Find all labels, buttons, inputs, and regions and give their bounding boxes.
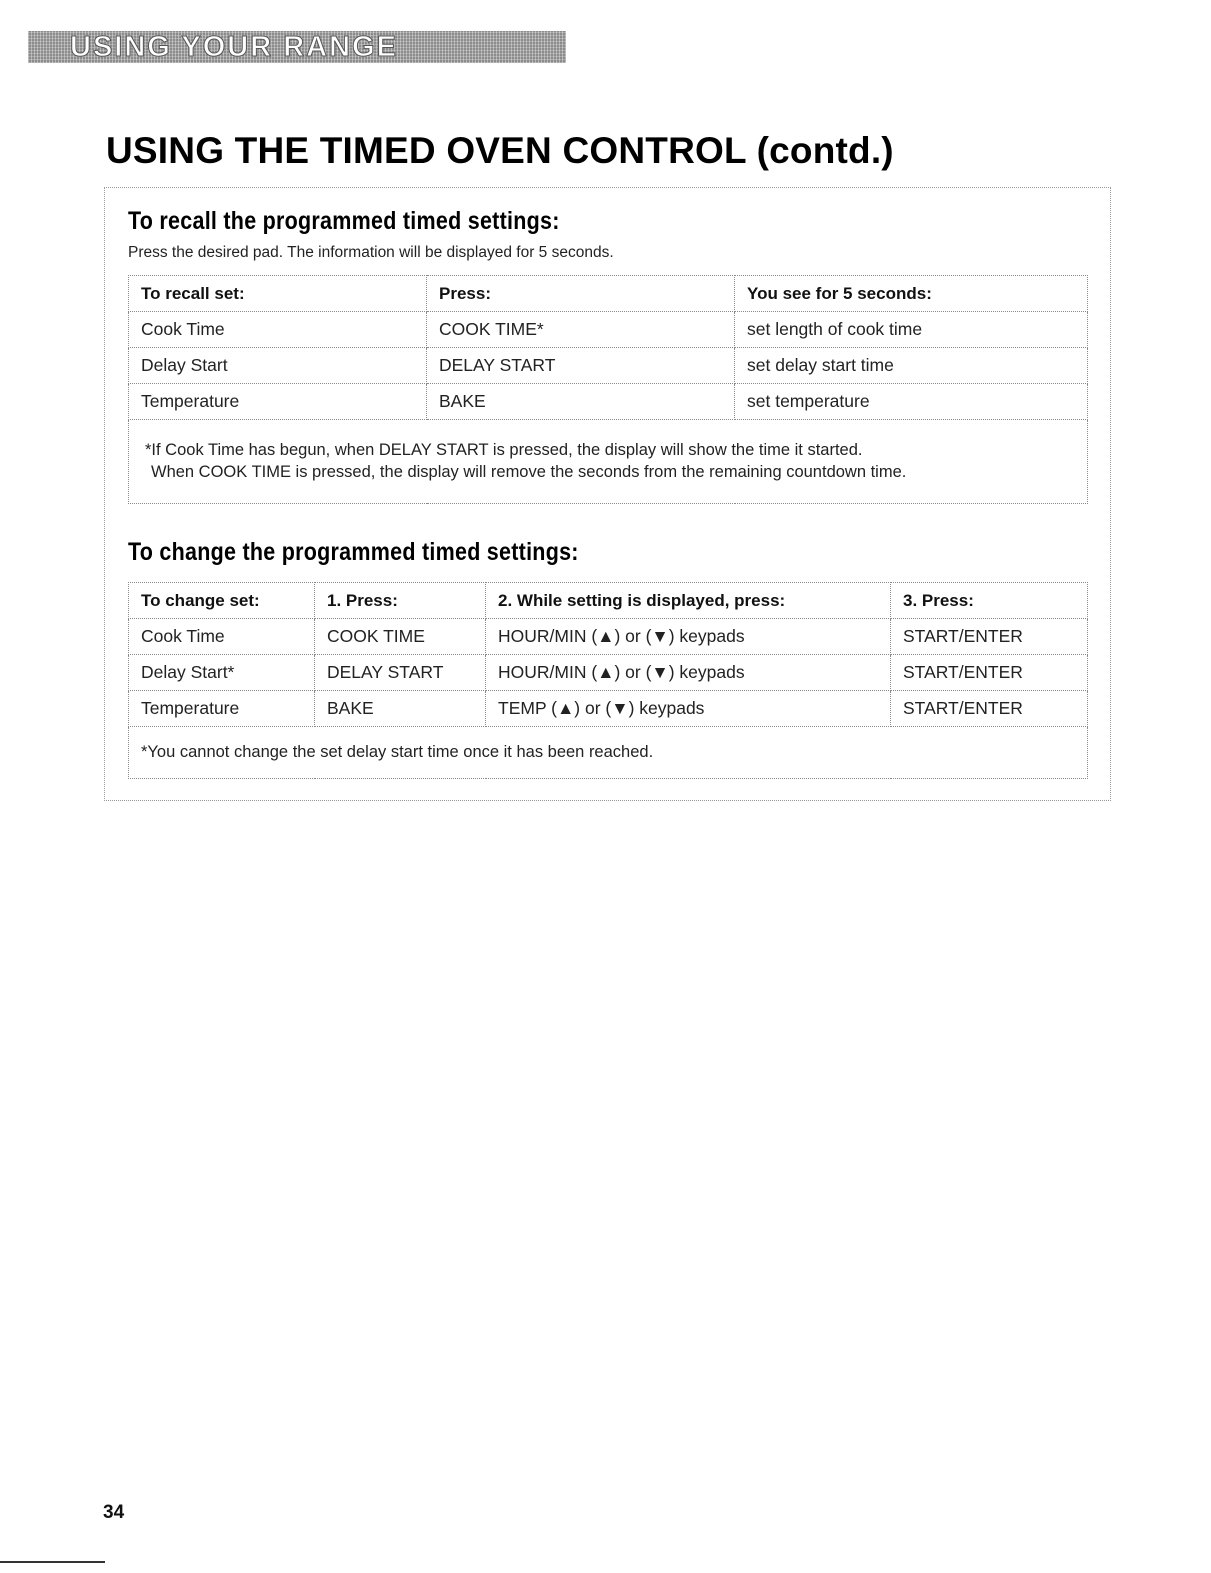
table-cell: Cook Time bbox=[129, 312, 427, 348]
recall-note-row bbox=[129, 420, 1088, 504]
page-title: USING THE TIMED OVEN CONTROL (contd.) bbox=[106, 130, 894, 171]
section-banner-text: USING YOUR RANGE bbox=[70, 31, 398, 63]
table-cell: DELAY START bbox=[315, 655, 486, 691]
change-header-row bbox=[129, 583, 1088, 619]
recall-table bbox=[128, 275, 1088, 504]
table-cell: HOUR/MIN (▲) or (▼) keypads bbox=[486, 619, 891, 655]
table-cell: BAKE bbox=[427, 384, 735, 420]
change-table bbox=[128, 582, 1088, 779]
recall-col-header: You see for 5 seconds: bbox=[735, 276, 1088, 312]
recall-heading: To recall the programmed timed settings: bbox=[128, 207, 560, 235]
change-note-row bbox=[129, 727, 1088, 779]
table-cell: HOUR/MIN (▲) or (▼) keypads bbox=[486, 655, 891, 691]
table-cell: Temperature bbox=[129, 384, 427, 420]
change-footnote: *You cannot change the set delay start time once it has been reached. bbox=[129, 727, 1088, 779]
footer-rule bbox=[0, 1561, 105, 1563]
table-cell: COOK TIME bbox=[315, 619, 486, 655]
table-row bbox=[129, 619, 1088, 655]
recall-header-row bbox=[129, 276, 1088, 312]
table-cell: Delay Start bbox=[129, 348, 427, 384]
change-col-header: To change set: bbox=[129, 583, 315, 619]
table-row bbox=[129, 384, 1088, 420]
table-cell: Delay Start* bbox=[129, 655, 315, 691]
table-row bbox=[129, 691, 1088, 727]
table-cell: DELAY START bbox=[427, 348, 735, 384]
change-heading: To change the programmed timed settings: bbox=[128, 538, 579, 566]
table-cell: set delay start time bbox=[735, 348, 1088, 384]
recall-col-header: To recall set: bbox=[129, 276, 427, 312]
recall-footnote bbox=[129, 420, 1088, 504]
recall-footnote-line: When COOK TIME is pressed, the display will remove the seconds from the remaining countdown time. bbox=[151, 463, 907, 481]
table-cell: TEMP (▲) or (▼) keypads bbox=[486, 691, 891, 727]
section-banner bbox=[28, 31, 566, 63]
recall-footnote-line: *If Cook Time has begun, when DELAY START is pressed, the display will show the time it started. bbox=[145, 441, 863, 459]
recall-intro: Press the desired pad. The information will be displayed for 5 seconds. bbox=[128, 244, 614, 261]
change-col-header: 3. Press: bbox=[891, 583, 1088, 619]
table-row bbox=[129, 655, 1088, 691]
change-col-header: 2. While setting is displayed, press: bbox=[486, 583, 891, 619]
table-cell: set length of cook time bbox=[735, 312, 1088, 348]
table-cell: START/ENTER bbox=[891, 619, 1088, 655]
table-row bbox=[129, 348, 1088, 384]
change-col-header: 1. Press: bbox=[315, 583, 486, 619]
table-cell: COOK TIME* bbox=[427, 312, 735, 348]
table-row bbox=[129, 312, 1088, 348]
table-cell: BAKE bbox=[315, 691, 486, 727]
table-cell: START/ENTER bbox=[891, 655, 1088, 691]
page-number: 34 bbox=[103, 1502, 125, 1523]
recall-col-header: Press: bbox=[427, 276, 735, 312]
table-cell: Temperature bbox=[129, 691, 315, 727]
table-cell: set temperature bbox=[735, 384, 1088, 420]
table-cell: START/ENTER bbox=[891, 691, 1088, 727]
table-cell: Cook Time bbox=[129, 619, 315, 655]
